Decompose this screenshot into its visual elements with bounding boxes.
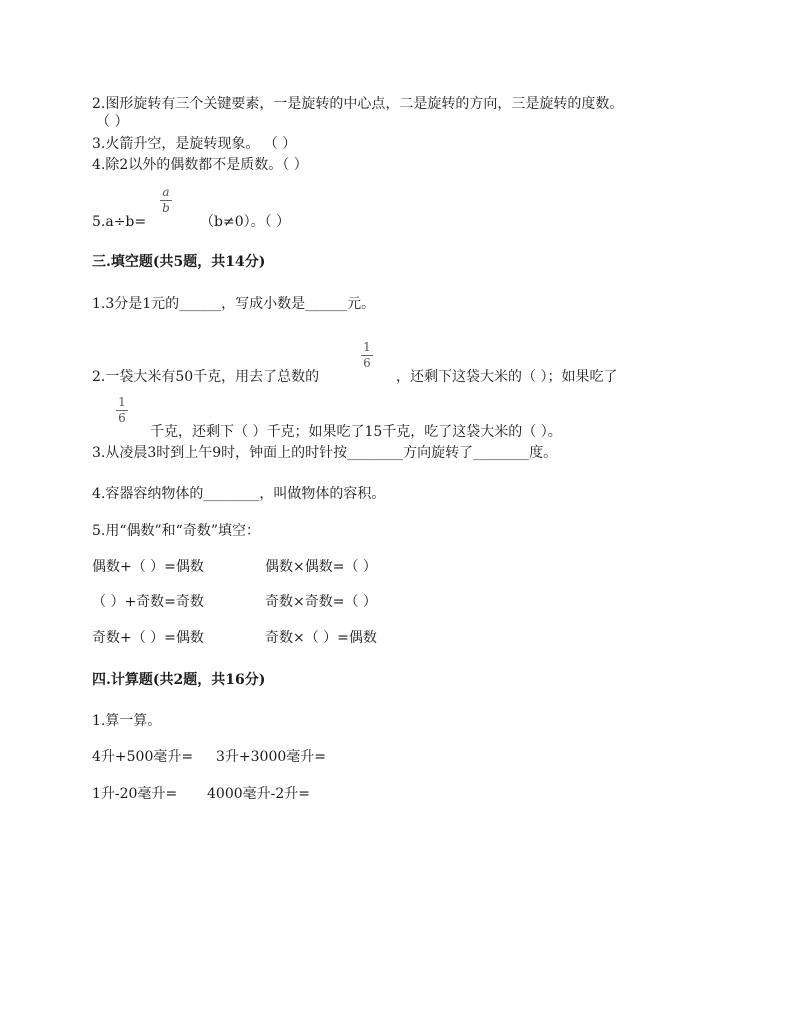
fraction-a-over-b bbox=[160, 186, 172, 215]
judge-q4: 4.除2以外的偶数都不是质数。（ ） bbox=[92, 157, 308, 173]
section3-heading: 三.填空题(共5题，共14分) bbox=[92, 254, 266, 270]
fraction-denominator: 6 bbox=[363, 356, 371, 370]
fill-q4: 4.容器容纳物体的________，叫做物体的容积。 bbox=[92, 486, 386, 502]
calc-row-2-left: 1升-20毫升= bbox=[92, 786, 178, 802]
fraction-denominator: 6 bbox=[118, 411, 126, 425]
calc-row-2-right: 4000毫升-2升= bbox=[207, 786, 310, 802]
calc-q1: 1.算一算。 bbox=[92, 713, 162, 729]
fraction-numerator: 1 bbox=[118, 395, 126, 409]
fill-q2-post: ，还剩下这袋大米的（ ）；如果吃了 bbox=[396, 369, 618, 385]
fraction-numerator: 1 bbox=[363, 340, 371, 354]
fill-q5: 5.用“偶数”和“奇数”填空： bbox=[92, 523, 260, 539]
grid-row-3-left: 奇数+（ ）=偶数 bbox=[92, 630, 204, 646]
fill-q2: 2.一袋大米有50千克，用去了总数的 bbox=[92, 369, 320, 385]
fill-q3: 3.从凌晨3时到上午9时，钟面上的时针按________方向旋转了________度。 bbox=[92, 445, 558, 461]
calc-row-1-right: 3升+3000毫升= bbox=[216, 749, 326, 765]
fill-q2-line2: 千克，还剩下（ ）千克；如果吃了15千克，吃了这袋大米的（ ）。 bbox=[150, 424, 562, 440]
judge-q3: 3.火箭升空，是旋转现象。 （ ） bbox=[92, 136, 297, 152]
grid-row-2-right: 奇数×奇数=（ ） bbox=[265, 594, 377, 610]
grid-row-1-left: 偶数+（ ）=偶数 bbox=[92, 559, 204, 575]
fraction-numerator: a bbox=[162, 185, 170, 199]
grid-row-3-right: 奇数×（ ）=偶数 bbox=[265, 630, 377, 646]
judge-q5-post: （b≠0）。（ ） bbox=[200, 214, 291, 230]
fraction-denominator: b bbox=[162, 201, 170, 215]
fraction-one-sixth-2 bbox=[116, 396, 128, 425]
section4-heading: 四.计算题(共2题，共16分) bbox=[92, 672, 266, 688]
judge-q2-paren: （ ） bbox=[96, 114, 129, 130]
fill-q1: 1.3分是1元的______，写成小数是______元。 bbox=[92, 296, 376, 312]
judge-q2: 2.图形旋转有三个关键要素，一是旋转的中心点，二是旋转的方向，三是旋转的度数。 bbox=[92, 96, 624, 112]
grid-row-2-left: （ ）+奇数=奇数 bbox=[92, 594, 204, 610]
judge-q5: 5.a÷b= bbox=[92, 214, 147, 230]
grid-row-1-right: 偶数×偶数=（ ） bbox=[265, 559, 377, 575]
calc-row-1-left: 4升+500毫升= bbox=[92, 749, 194, 765]
fraction-one-sixth bbox=[361, 341, 373, 370]
